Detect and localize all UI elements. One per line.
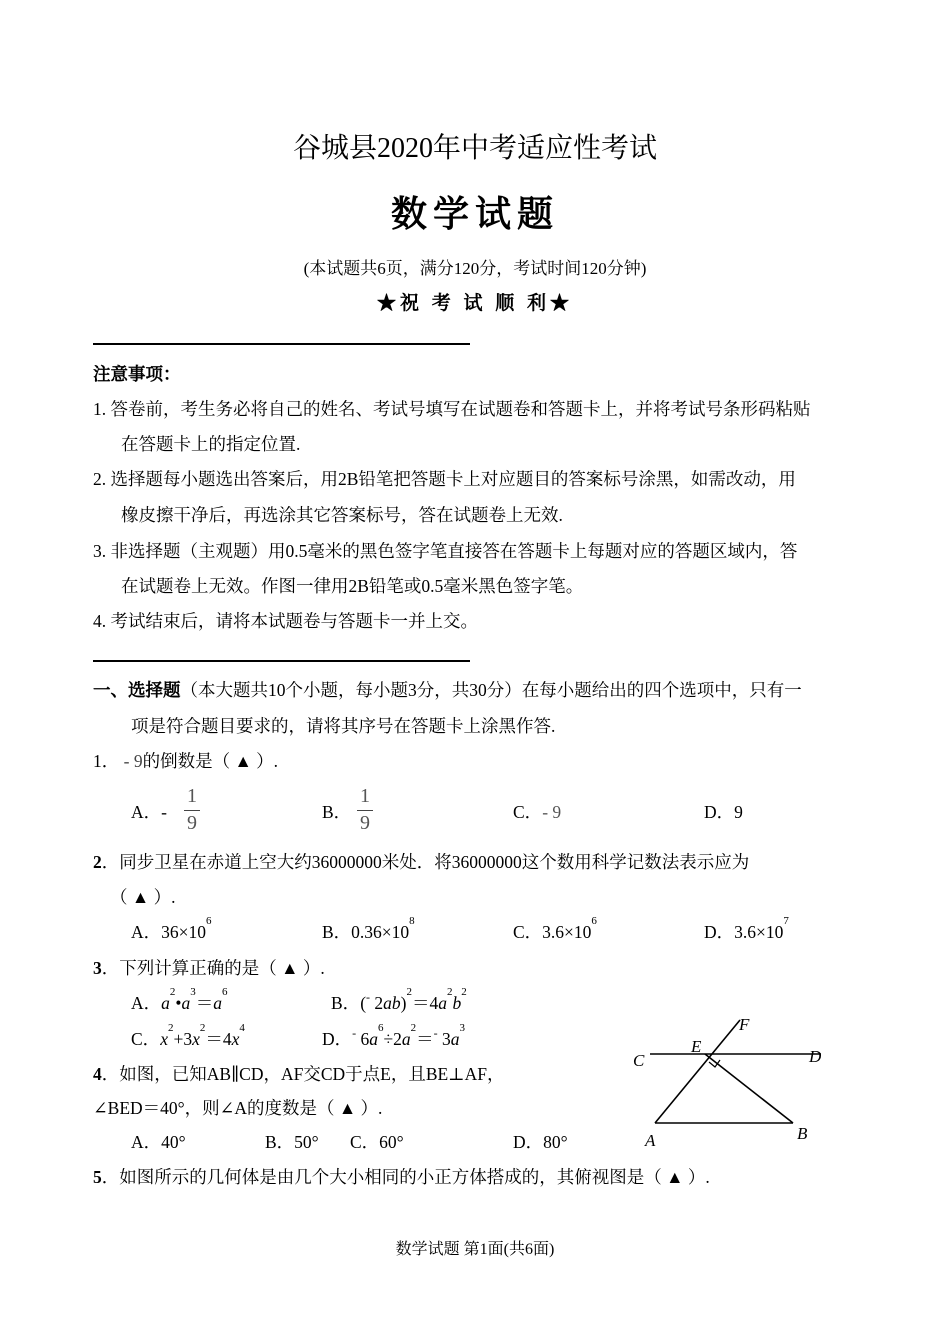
line-be [705,1054,793,1123]
divider-top [93,343,470,345]
q2-option-c-exp: 6 [591,915,597,927]
notice-item-2-cont: 橡皮擦干净后，再选涂其它答案标号，答在试题卷上无效. [121,505,563,525]
q1-option-c [513,799,561,824]
q1-option-c-value: - 9 [542,802,562,822]
q2-text: ．同步卫星在赤道上空大约36000000米处．将36000000这个数用科学记数法表示应为 [101,852,750,872]
label-e: E [691,1037,702,1056]
q3-option-c: C．$x^2+3x^2=4x^4$ [131,1022,245,1049]
q1-value: - 9 [123,751,143,771]
notice-heading: 注意事项： [93,364,181,384]
label-b: B [797,1124,808,1143]
q1-text: 的倒数是（ ▲ ）. [142,751,279,771]
q1-option-b-fraction-bar [357,810,373,811]
q3-text: ．下列计算正确的是（ ▲ ）. [101,958,325,978]
q2-stem [93,849,749,874]
q1-option-b-label: B． [322,802,352,822]
label-d: D [809,1047,822,1066]
notice-item-3-cont: 在试题卷上无效。作图一律用2B铅笔或0.5毫米黑色签字笔。 [121,576,584,596]
q2-option-d-exp: 7 [783,915,789,927]
divider-bottom [93,660,470,662]
q4-option-a: A．40° [131,1132,186,1152]
q3-option-b-label: B． [331,993,361,1013]
section-desc: （本大题共10个小题，每小题3分，共30分）在每小题给出的四个选项中，只有一 [180,680,802,700]
q2-option-b [322,915,415,944]
blessing: ★祝 考 试 顺 利★ [376,293,573,314]
q4-option-c: C．60° [350,1132,404,1152]
q3-stem [93,955,325,980]
q2-num: 2 [93,852,102,872]
page-footer: 数学试题 第1面(共6面) [395,1241,555,1258]
q1-option-b-denominator: 9 [360,812,370,834]
q2-option-b-exp: 8 [409,915,415,927]
q3-num: 3 [93,958,102,978]
notice-item-1: 1. 答卷前，考生务必将自己的姓名、考试号填写在试题卷和答题卡上，并将考试号条形码粘贴 [93,399,811,419]
notice-item-3: 3. 非选择题（主观题）用0.5毫米的黑色签字笔直接答在答题卡上每题对应的答题区域内，答 [93,541,798,561]
q5-num: 5 [93,1167,102,1187]
q1-option-b-numerator: 1 [360,785,370,807]
label-a: A [645,1131,656,1150]
q3-option-b: B．(- $2ab)^2=4a^2b^2$ [331,986,467,1013]
notice-item-1-cont: 在答题卡上的指定位置. [121,434,301,454]
q2-option-a [131,915,212,944]
q4-geometry-figure [625,1010,835,1155]
notice-item-4: 4. 考试结束后，请将本试题卷与答题卡一并上交。 [93,611,478,631]
q1-num: 1． [93,751,120,771]
q1-option-a-fraction-bar [184,810,200,811]
q2-option-a-exp: 6 [206,915,212,927]
q2-option-b-base: B．0.36×10 [322,922,410,942]
section-label: 一、选择题 [93,680,181,700]
q1-option-a-label: A．- [131,802,167,822]
label-f: F [739,1015,750,1034]
q1-option-d: D．9 [704,802,743,822]
q3-option-d: D．- $6a^6\div 2a^2=^-$ $3a^3$ [322,1022,465,1049]
notice-item-2: 2. 选择题每小题选出答案后，用2B铅笔把答题卡上对应题目的答案标号涂黑，如需改动，用 [93,469,796,489]
q1-option-a-numerator: 1 [187,785,197,807]
section-heading [93,677,802,702]
q3-option-c-label: C． [131,1029,161,1049]
subject-title: 数学试题 [390,194,559,234]
section-desc-cont: 项是符合题目要求的，请将其序号在答题卡上涂黑作答. [131,716,556,736]
q2-option-a-base: A．36×10 [131,922,207,942]
q5-text: ．如图所示的几何体是由几个大小相同的小正方体搭成的，其俯视图是（ ▲ ）. [101,1167,710,1187]
exam-title: 谷城县2020年中考适应性考试 [292,133,657,164]
exam-info: (本试题共6页，满分120分，考试时间120分钟) [303,259,647,278]
q1-option-a-denominator: 9 [187,812,197,834]
q2-stem-cont: （ ▲ ）. [110,887,176,907]
q4-stem [93,1061,505,1086]
q2-option-d [704,915,789,944]
q4-option-b: B．50° [265,1132,319,1152]
q4-option-d: D．80° [513,1132,568,1152]
q4-stem-cont: ∠BED＝40°，则∠A的度数是（ ▲ ）. [93,1098,383,1118]
q2-option-c-base: C．3.6×10 [513,922,592,942]
q2-option-c [513,915,597,944]
q3-option-a: A．$a^2•a^3=a^6$ [131,986,228,1013]
q1-stem [93,748,278,773]
q5-stem [93,1164,710,1189]
q3-option-a-label: A． [131,993,162,1013]
q4-text: ．如图，已知AB∥CD，AF交CD于点E，且BE⊥AF， [101,1064,505,1084]
label-c: C [633,1051,645,1070]
q1-option-c-label: C． [513,802,543,822]
q3-option-d-label: D． [322,1029,353,1049]
q2-option-d-base: D．3.6×10 [704,922,784,942]
q4-num: 4 [93,1064,102,1084]
